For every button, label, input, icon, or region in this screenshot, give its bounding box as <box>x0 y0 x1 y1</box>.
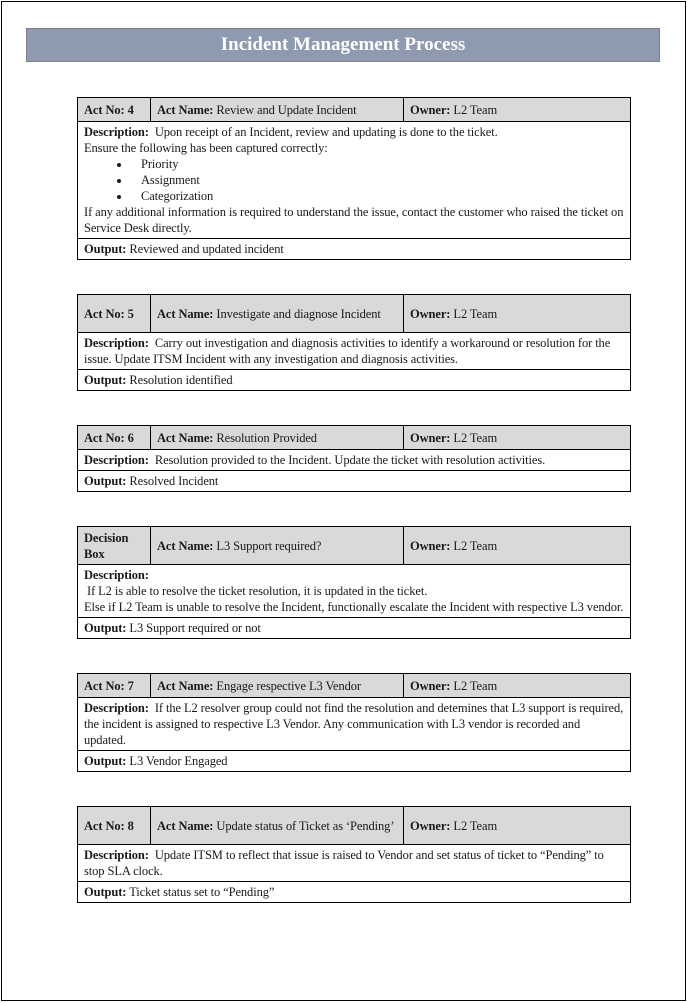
act-no-value: Act No: 6 <box>84 430 134 445</box>
process-block-act-6 <box>77 425 631 492</box>
owner-value: L2 Team <box>453 102 498 117</box>
owner-label: Owner: <box>410 538 451 553</box>
owner-cell <box>404 807 631 845</box>
block-header-row <box>78 807 631 845</box>
act-no-value: Act No: 7 <box>84 678 134 693</box>
output-value: Resolution identified <box>129 373 233 387</box>
owner-value: L2 Team <box>453 818 498 833</box>
description-label: Description: <box>84 453 149 467</box>
act-name-label: Act Name: <box>157 538 214 553</box>
act-name-label: Act Name: <box>157 678 214 693</box>
output-cell <box>78 882 631 903</box>
act-name-value: Update status of Ticket as ‘Pending’ <box>216 818 395 833</box>
act-name-cell <box>151 426 404 450</box>
owner-label: Owner: <box>410 430 451 445</box>
description-text: Carry out investigation and diagnosis activities to identify a workaround or resolution for the issue. Update ITSM Incident with any investigation and diagnosis activities. <box>84 336 611 366</box>
bullet-item: • Priority <box>131 156 624 172</box>
act-name-cell <box>151 295 404 333</box>
description-cell <box>78 698 631 751</box>
owner-cell <box>404 674 631 698</box>
owner-label: Owner: <box>410 306 451 321</box>
act-name-label: Act Name: <box>157 306 214 321</box>
block-output-row <box>78 751 631 772</box>
bullet-item: • Assignment <box>131 172 624 188</box>
output-cell <box>78 471 631 492</box>
description-cell <box>78 333 631 370</box>
description-text: Upon receipt of an Incident, review and updating is done to the ticket. <box>154 125 498 139</box>
output-cell <box>78 239 631 260</box>
block-description-row <box>78 450 631 471</box>
owner-label: Owner: <box>410 678 451 693</box>
act-no-value: Act No: 8 <box>84 818 134 833</box>
owner-value: L2 Team <box>453 538 498 553</box>
owner-cell <box>404 295 631 333</box>
block-header-row <box>78 98 631 122</box>
output-value: Reviewed and updated incident <box>129 242 284 256</box>
description-text: If the L2 resolver group could not find the resolution and detemines that L3 support is required, the incident is assigned to respective L3 Vendor. Any communication with L3 vendor is recorded and updated. <box>84 701 624 747</box>
block-description-row <box>78 122 631 239</box>
act-name-label: Act Name: <box>157 818 214 833</box>
description-text: If any additional information is required to understand the issue, contact the customer who raised the ticket on Service Desk directly. <box>84 205 624 235</box>
process-block-act-5 <box>77 294 631 391</box>
output-label: Output: <box>84 373 127 387</box>
block-output-row <box>78 471 631 492</box>
owner-value: L2 Team <box>453 306 498 321</box>
output-cell <box>78 751 631 772</box>
block-description-row <box>78 565 631 618</box>
output-label: Output: <box>84 754 127 768</box>
description-label: Description: <box>84 701 149 715</box>
output-value: L3 Support required or not <box>129 621 261 635</box>
block-description-row <box>78 333 631 370</box>
block-header-row <box>78 295 631 333</box>
owner-label: Owner: <box>410 102 451 117</box>
act-name-value: Resolution Provided <box>216 430 317 445</box>
block-header-row <box>78 426 631 450</box>
act-no-value: Act No: 4 <box>84 102 134 117</box>
owner-cell <box>404 98 631 122</box>
description-label: Description: <box>84 336 149 350</box>
output-label: Output: <box>84 474 127 488</box>
owner-value: L2 Team <box>453 678 498 693</box>
description-cell <box>78 122 631 239</box>
act-name-cell <box>151 527 404 565</box>
act-name-cell <box>151 98 404 122</box>
output-label: Output: <box>84 621 127 635</box>
process-block-act-8 <box>77 806 631 903</box>
output-label: Output: <box>84 885 127 899</box>
bullet-list <box>84 156 624 204</box>
description-text: Ensure the following has been captured correctly: <box>84 141 328 155</box>
act-no-cell <box>78 426 151 450</box>
owner-label: Owner: <box>410 818 451 833</box>
block-description-row <box>78 845 631 882</box>
process-block-act-7 <box>77 673 631 772</box>
document-page <box>1 1 686 1001</box>
output-cell <box>78 618 631 639</box>
description-text: Resolution provided to the Incident. Update the ticket with resolution activities. <box>154 453 546 467</box>
title-banner <box>26 28 660 62</box>
owner-value: L2 Team <box>453 430 498 445</box>
act-no-cell <box>78 527 151 565</box>
act-name-cell <box>151 674 404 698</box>
description-cell <box>78 450 631 471</box>
description-text: Update ITSM to reflect that issue is raised to Vendor and set status of ticket to “Pending” to stop SLA clock. <box>84 848 604 878</box>
act-name-cell <box>151 807 404 845</box>
act-name-value: Investigate and diagnose Incident <box>216 306 381 321</box>
output-label: Output: <box>84 242 127 256</box>
description-text: If L2 is able to resolve the ticket resolution, it is updated in the ticket. <box>87 584 428 598</box>
block-output-row <box>78 239 631 260</box>
act-no-cell <box>78 674 151 698</box>
output-cell <box>78 370 631 391</box>
process-block-act-4 <box>77 97 631 260</box>
output-value: Resolved Incident <box>129 474 219 488</box>
act-name-value: Engage respective L3 Vendor <box>216 678 361 693</box>
act-name-value: Review and Update Incident <box>216 102 357 117</box>
description-cell <box>78 845 631 882</box>
act-no-cell <box>78 295 151 333</box>
act-no-value: Act No: 5 <box>84 306 134 321</box>
page-title: Incident Management Process <box>220 34 466 55</box>
owner-cell <box>404 426 631 450</box>
description-text: Else if L2 Team is unable to resolve the Incident, functionally escalate the Incident with respective L3 vendor. <box>84 600 624 614</box>
owner-cell <box>404 527 631 565</box>
output-value: Ticket status set to “Pending” <box>129 885 275 899</box>
block-header-row <box>78 527 631 565</box>
block-description-row <box>78 698 631 751</box>
act-no-value: Decision Box <box>84 530 129 561</box>
block-output-row <box>78 882 631 903</box>
bullet-item: • Categorization <box>131 188 624 204</box>
act-name-value: L3 Support required? <box>216 538 322 553</box>
act-name-label: Act Name: <box>157 430 214 445</box>
act-no-cell <box>78 807 151 845</box>
block-output-row <box>78 618 631 639</box>
act-name-label: Act Name: <box>157 102 214 117</box>
output-value: L3 Vendor Engaged <box>129 754 228 768</box>
process-block-decision-box <box>77 526 631 639</box>
description-label: Description: <box>84 568 149 582</box>
description-label: Description: <box>84 848 149 862</box>
act-no-cell <box>78 98 151 122</box>
description-label: Description: <box>84 125 149 139</box>
block-header-row <box>78 674 631 698</box>
description-cell <box>78 565 631 618</box>
block-output-row <box>78 370 631 391</box>
